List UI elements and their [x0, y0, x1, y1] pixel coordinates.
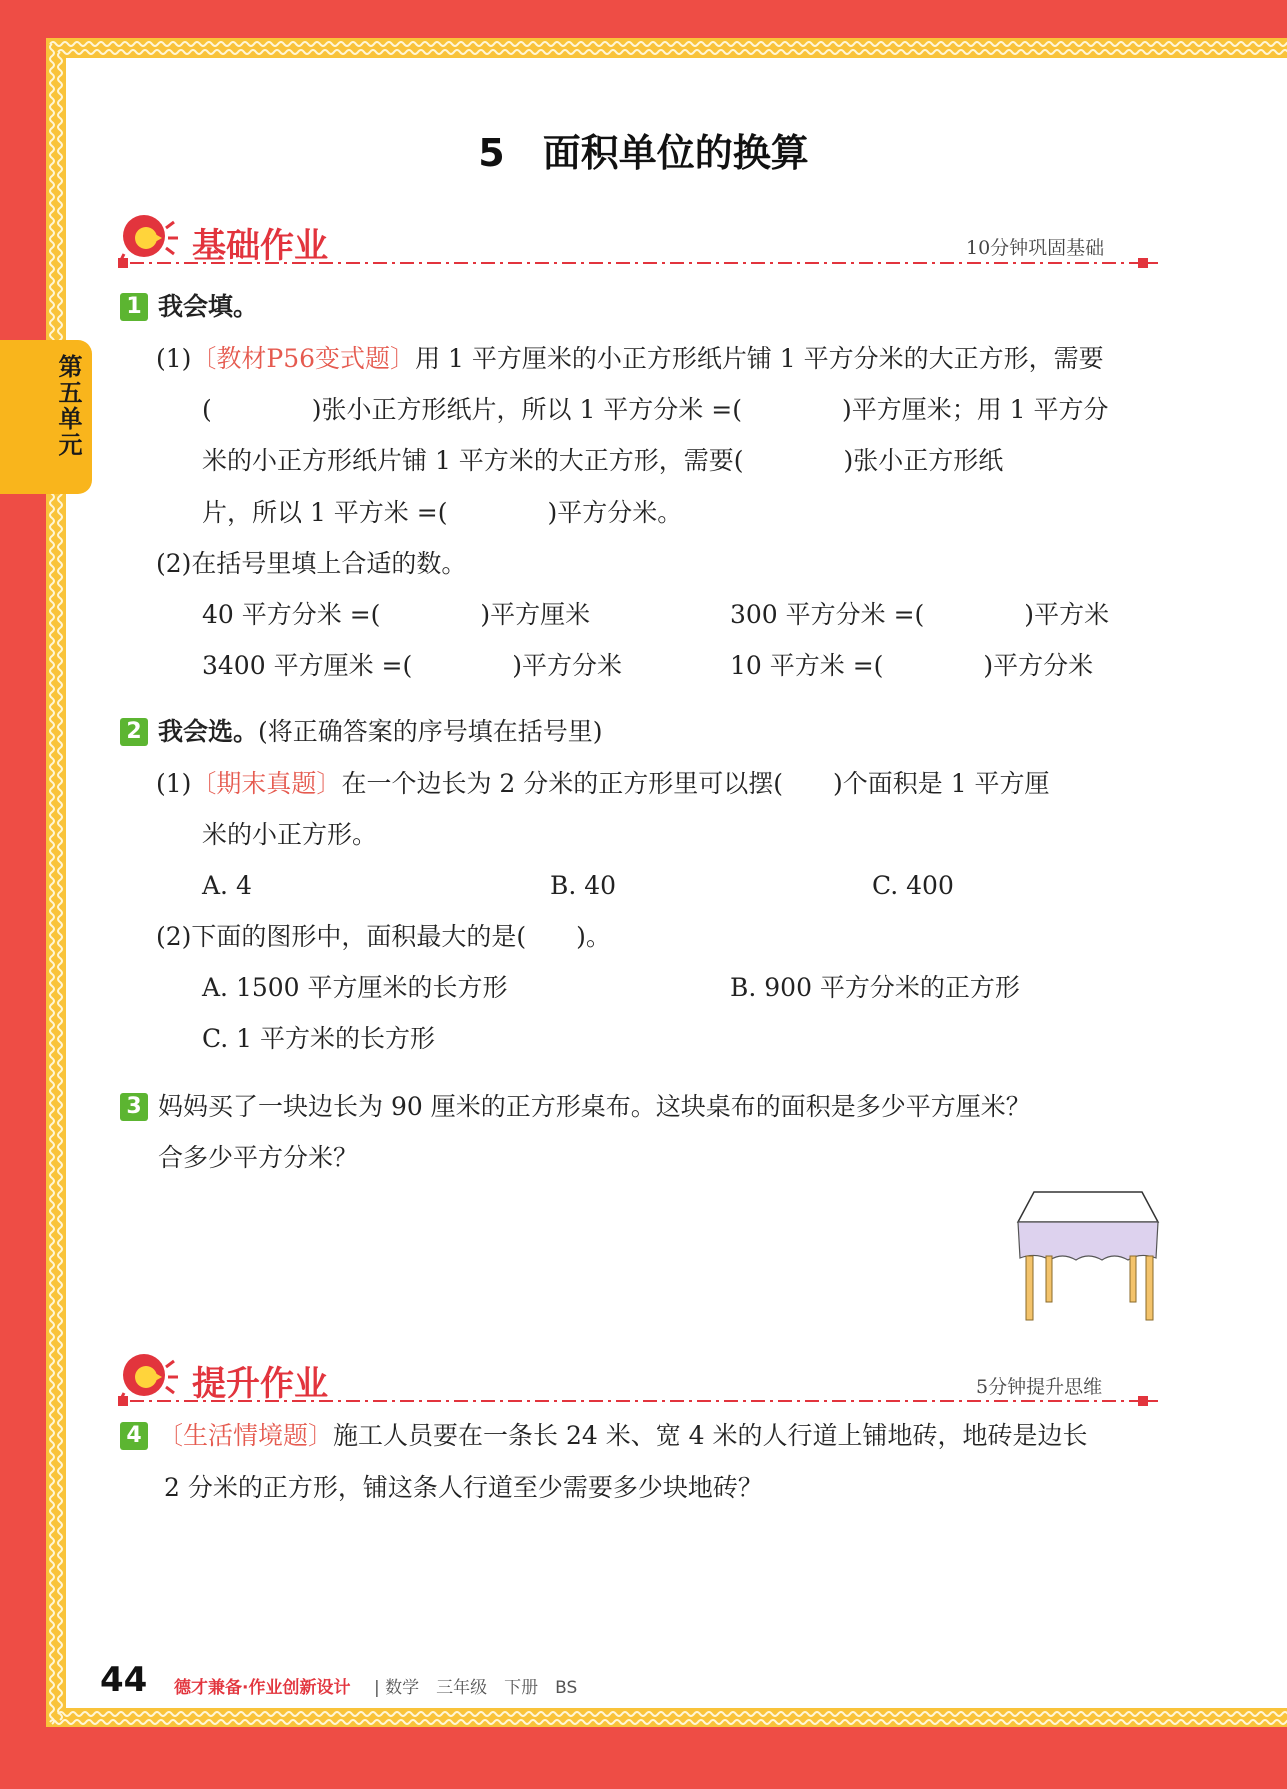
page-number: 44 — [100, 1660, 148, 1700]
section-divider — [118, 1394, 1158, 1408]
question-1-badge: 1 — [120, 293, 148, 321]
footer-info: | 数学 三年级 下册 BS — [374, 1678, 578, 1698]
question-3-line1: 妈妈买了一块边长为 90 厘米的正方形桌布。这块桌布的面积是多少平方厘米？ — [158, 1092, 1031, 1121]
section-note-basic: 10分钟巩固基础 — [966, 237, 1105, 259]
alarm-clock-icon — [118, 1347, 180, 1399]
q2-part1-option-a: A. 4 — [202, 871, 252, 900]
q1-part2-line: (2)在括号里填上合适的数。 — [156, 549, 467, 578]
q2-part1-label: (1) — [156, 769, 192, 798]
section-title-advanced: 提升作业 — [192, 1364, 328, 1404]
section-title-basic: 基础作业 — [192, 226, 328, 266]
q1-part1-source-tag: 〔教材P56变式题〕 — [191, 344, 416, 373]
question-3-line2: 合多少平方分米？ — [158, 1143, 359, 1172]
question-4-line2: 2 分米的正方形，铺这条人行道至少需要多少块地砖？ — [164, 1473, 763, 1502]
table-illustration — [1010, 1188, 1162, 1322]
q2-part2-option-b: B. 900 平方分米的正方形 — [730, 973, 1020, 1002]
question-4-line1 — [158, 1420, 1088, 1452]
q2-part1-option-b: B. 40 — [550, 871, 617, 900]
unit-tab-label: 第五单元 — [54, 354, 82, 458]
q2-part1-option-c: C. 400 — [872, 871, 954, 900]
question-4-source-tag: 〔生活情境题〕 — [158, 1421, 334, 1450]
q1-part1-line4: 片，所以 1 平方米 =( )平方分米。 — [202, 498, 683, 527]
q1-part1-line3: 米的小正方形纸片铺 1 平方米的大正方形，需要( )张小正方形纸 — [202, 446, 1004, 475]
q2-part2-option-a: A. 1500 平方厘米的长方形 — [202, 973, 508, 1002]
q1-part1-label: (1) — [156, 344, 192, 373]
q2-part1-line1 — [156, 768, 1050, 800]
question-1-title: 我会填。 — [158, 292, 259, 321]
q2-part2-option-c: C. 1 平方米的长方形 — [202, 1024, 435, 1053]
footer-brand: 德才兼备·作业创新设计 — [174, 1678, 351, 1698]
question-4-text: 施工人员要在一条长 24 米、宽 4 米的人行道上铺地砖，地砖是边长 — [333, 1421, 1088, 1450]
q1-part1-line2: ( )张小正方形纸片，所以 1 平方分米 =( )平方厘米；用 1 平方分 — [202, 395, 1109, 424]
unit-tab — [0, 340, 92, 494]
question-2-title: 我会选。 — [158, 717, 259, 746]
question-3-badge: 3 — [120, 1093, 148, 1121]
q1-item-2: 300 平方分米 =( )平方米 — [730, 600, 1110, 629]
question-2-title-line — [158, 716, 603, 748]
alarm-clock-icon — [118, 208, 180, 260]
page-title: 5 面积单位的换算 — [478, 131, 809, 175]
q1-part1-line1 — [156, 343, 1104, 375]
question-2-instruction: (将正确答案的序号填在括号里) — [258, 717, 603, 746]
q1-item-1: 40 平方分米 =( )平方厘米 — [202, 600, 591, 629]
question-2-badge: 2 — [120, 718, 148, 746]
q2-part1-line2: 米的小正方形。 — [202, 820, 378, 849]
question-4-badge: 4 — [120, 1422, 148, 1450]
q1-item-3: 3400 平方厘米 =( )平方分米 — [202, 651, 622, 680]
q2-part2-line: (2)下面的图形中，面积最大的是( )。 — [156, 922, 611, 951]
q1-item-4: 10 平方米 =( )平方分米 — [730, 651, 1094, 680]
q1-part1-text: 用 1 平方厘米的小正方形纸片铺 1 平方分米的大正方形，需要 — [415, 344, 1104, 373]
q2-part1-text: 在一个边长为 2 分米的正方形里可以摆( )个面积是 1 平方厘 — [341, 769, 1050, 798]
section-divider — [118, 256, 1158, 270]
q2-part1-source-tag: 〔期末真题〕 — [191, 769, 342, 798]
section-note-advanced: 5分钟提升思维 — [976, 1376, 1103, 1398]
